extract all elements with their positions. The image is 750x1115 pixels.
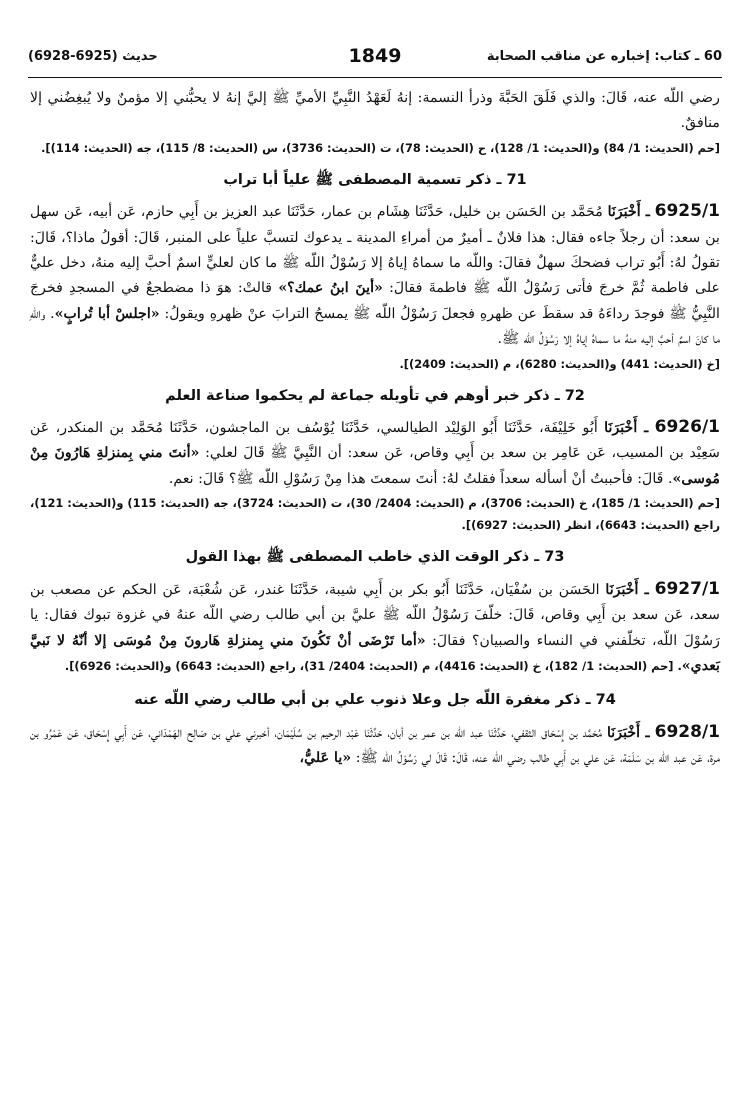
hadith-text: مُحَمَّد بن الحَسَن بن خليل، حَدَّثَنَا هِشَام بن عمار، حَدَّثَنَا عبد العزيز بن أَبِي حازم، عَن أبيه، عَن سهل بن سعد: أن رجلاً جاءه فقال: هذا فلانٌ ـ أميرٌ من أمراءِ المدينة ـ يدعوك لتسبَّ علياً على المنبر، قَالَ: أقولُ ماذا؟، قَالَ: تقولُ لهُ: أَبُو تراب فضحكَ سهلٌ فقالَ: واللّه ما سماهُ إياهُ إلا رَسُوْلُ اللّه ﷺ ما كان لعليٍّ اسمٌ أحبَّ إليه منهُ، دخل عليٌّ على فاطمة ثُمَّ خرجَ فأتى رَسُوْلُ اللّه ﷺ فاطمةَ فقالَ:: [30, 204, 721, 297]
hadith-6928: [30, 720, 720, 772]
hadith-range: حديث (6925-6928): [28, 49, 158, 64]
section-71-heading: 71 ـ ذكر تسمية المصطفى ﷺ علياً أبا تراب: [223, 171, 527, 188]
hadith-text: . واللّهِ ما كانَ اسمٌ أحبَّ إليه منهُ ما سماهُ إياهُ إلا رَسُوْلُ اللّه ﷺ.: [30, 305, 720, 348]
intro-text: رضي اللّه عنه، قَالَ: والذي فَلَقَ الحَبَّةَ وذرأ النسمة: إنهُ لَعَهْدُ النَّبِيِّ الأميِّ ﷺ إليَّ إنهُ لا يحبُّني إلا مؤمنٌ ولا يُبغِضُني إلا منافقٌ.: [30, 90, 720, 132]
page-header: [28, 45, 722, 75]
page-number: 1849: [348, 45, 402, 67]
header-divider: [28, 77, 722, 78]
chapter-title: 60 ـ كتاب: إخباره عن مناقب الصحابة: [486, 49, 722, 64]
hadith-number: 6928/1: [654, 721, 720, 742]
hadith-6926-reference: [حم (الحديث: 1/ 185)، خ (الحديث: 3706)، م (الحديث: 2404/ 30)، ت (الحديث: 3724)، جه (الحديث: 115) و(الحديث: 121)، راجع (الحديث: 6643)، انظر (الحديث: 6927)].: [30, 496, 720, 533]
hadith-number: 6927/1: [654, 578, 720, 599]
intro-reference: [حم (الحديث: 1/ 84) و(الحديث: 1/ 128)، ح (الحديث: 78)، ت (الحديث: 3736)، س (الحديث: 8/ 115)، جه (الحديث: 114)].: [41, 140, 720, 155]
prophet-quote: «أنتَ مني بِمنزلةِ هَارُونَ مِنْ مُوسى»: [30, 445, 720, 487]
page-body: [30, 86, 720, 772]
hadith-text: الحَسَن بن سُفْيَان، حَدَّثَنَا أَبُو بكر بن أَبِي شيبة، حَدَّثَنَا غندر، عَن شُعْبَة، عَن الحكم عن مصعب بن سعد، عَن سعد بن أَبِي وقاص، قَالَ: خلّفَ رَسُوْلُ اللّه ﷺ عليَّ بن أبي طالب رضي اللّه عنهُ في غزوة تبوك فقال: يا رَسُوْلَ اللّه، تخلّفني في النساء والصبيان؟ فقالَ:: [30, 581, 720, 649]
hadith-text: أَبُو خَلِيْفَة، حَدَّثَنَا أَبُو الوَلِيْد الطيالسي، حَدَّثَنَا يُوْسُف بن الماجشون، حَدَّثَنَا مُحَمَّد بن المنكدر، عَن سَعِيْد بن المسيب، عَن عَامِر بن سعد بن أَبِي وقاص، عَن سعد: أن النَّبِيَّ ﷺ قَالَ لعلي:: [30, 420, 720, 462]
hadith-6927: [30, 577, 720, 680]
hadith-number: 6926/1: [654, 417, 720, 438]
hadith-number: 6925/1: [654, 201, 720, 222]
akhbarana-label: ـ أَخْبَرَنَا: [604, 420, 649, 437]
hadith-text: . قَالَ: فأحببتُ أنْ أسأله سعداً فقلتُ لهُ: أنتَ سمعتَ هذا مِنْ رَسُوْلِ اللّه ﷺ؟ قَالَ: نعم.: [168, 470, 673, 487]
section-74-heading: 74 ـ ذكر مغفرة اللّه جل وعلا ذنوب علي بن أبي طالب رضي اللّه عنه: [134, 692, 616, 709]
akhbarana-label: ـ أَخْبَرَنَا: [607, 204, 650, 221]
prophet-quote: «اجلسْ أبا تُرابٍ»: [54, 305, 160, 322]
hadith-6926: [30, 415, 720, 492]
hadith-6925: [30, 199, 720, 352]
akhbarana-label: ـ أَخْبَرَنَا: [606, 724, 650, 741]
section-72-heading: 72 ـ ذكر خبر أوهم في تأويله جماعة لم يحكموا صناعة العلم: [165, 387, 585, 404]
akhbarana-label: ـ أَخْبَرَنَا: [605, 581, 649, 598]
prophet-quote: «يا عَليُّ،: [299, 750, 352, 767]
hadith-text: قالتْ: هوَ ذا مضطجعٌ في المسجدِ فخرجَ النَّبِيُّ ﷺ فوجدَ رداءَهُ قد سقطَ عن ظهرهِ فجعلَ رَسُوْلُ اللّه ﷺ يمسحُ الترابَ عنْ ظهرهِ ويقولُ:: [30, 280, 720, 322]
prophet-quote: «أينَ ابنُ عمك؟»: [278, 280, 383, 297]
hadith-6925-reference: [خ (الحديث: 441) و(الحديث: 6280)، م (الحديث: 2409)].: [399, 356, 720, 371]
hadith-text: مُحَمَّد بن إِسْحَاق الثقفي، حَدَّثَنَا عبد اللّه بن عمر بن أبان، حَدَّثَنَا عَبْد الرحيم بن سُلَيْمَان، أخبرني علي بن صَالِح الهَمْدَاني، عَن أَبِي إِسْحَاق، عَن عَمْرُو بن مرة، عَن عبد اللّه بن سَلَمَة، عَن علي بن أَبِي طالب رضي اللّه عنه، قَالَ: قَالَ لي رَسُوْلُ اللّه ﷺ:: [30, 724, 720, 767]
section-73-heading: 73 ـ ذكر الوقت الذي خاطب المصطفى ﷺ بهذا القول: [185, 549, 565, 566]
hadith-6927-reference: . [حم (الحديث: 1/ 182)، خ (الحديث: 4416)، م (الحديث: 2404/ 31)، راجع (الحديث: 6643) و(الحديث: 6926)].: [64, 658, 682, 673]
prophet-quote: «أما تَرْضَى أنْ تَكُونَ مني بِمنزلةِ هَارونَ مِنْ مُوسَى إلا أنّهُ لا نَبيَّ بَعدي»: [30, 632, 720, 674]
